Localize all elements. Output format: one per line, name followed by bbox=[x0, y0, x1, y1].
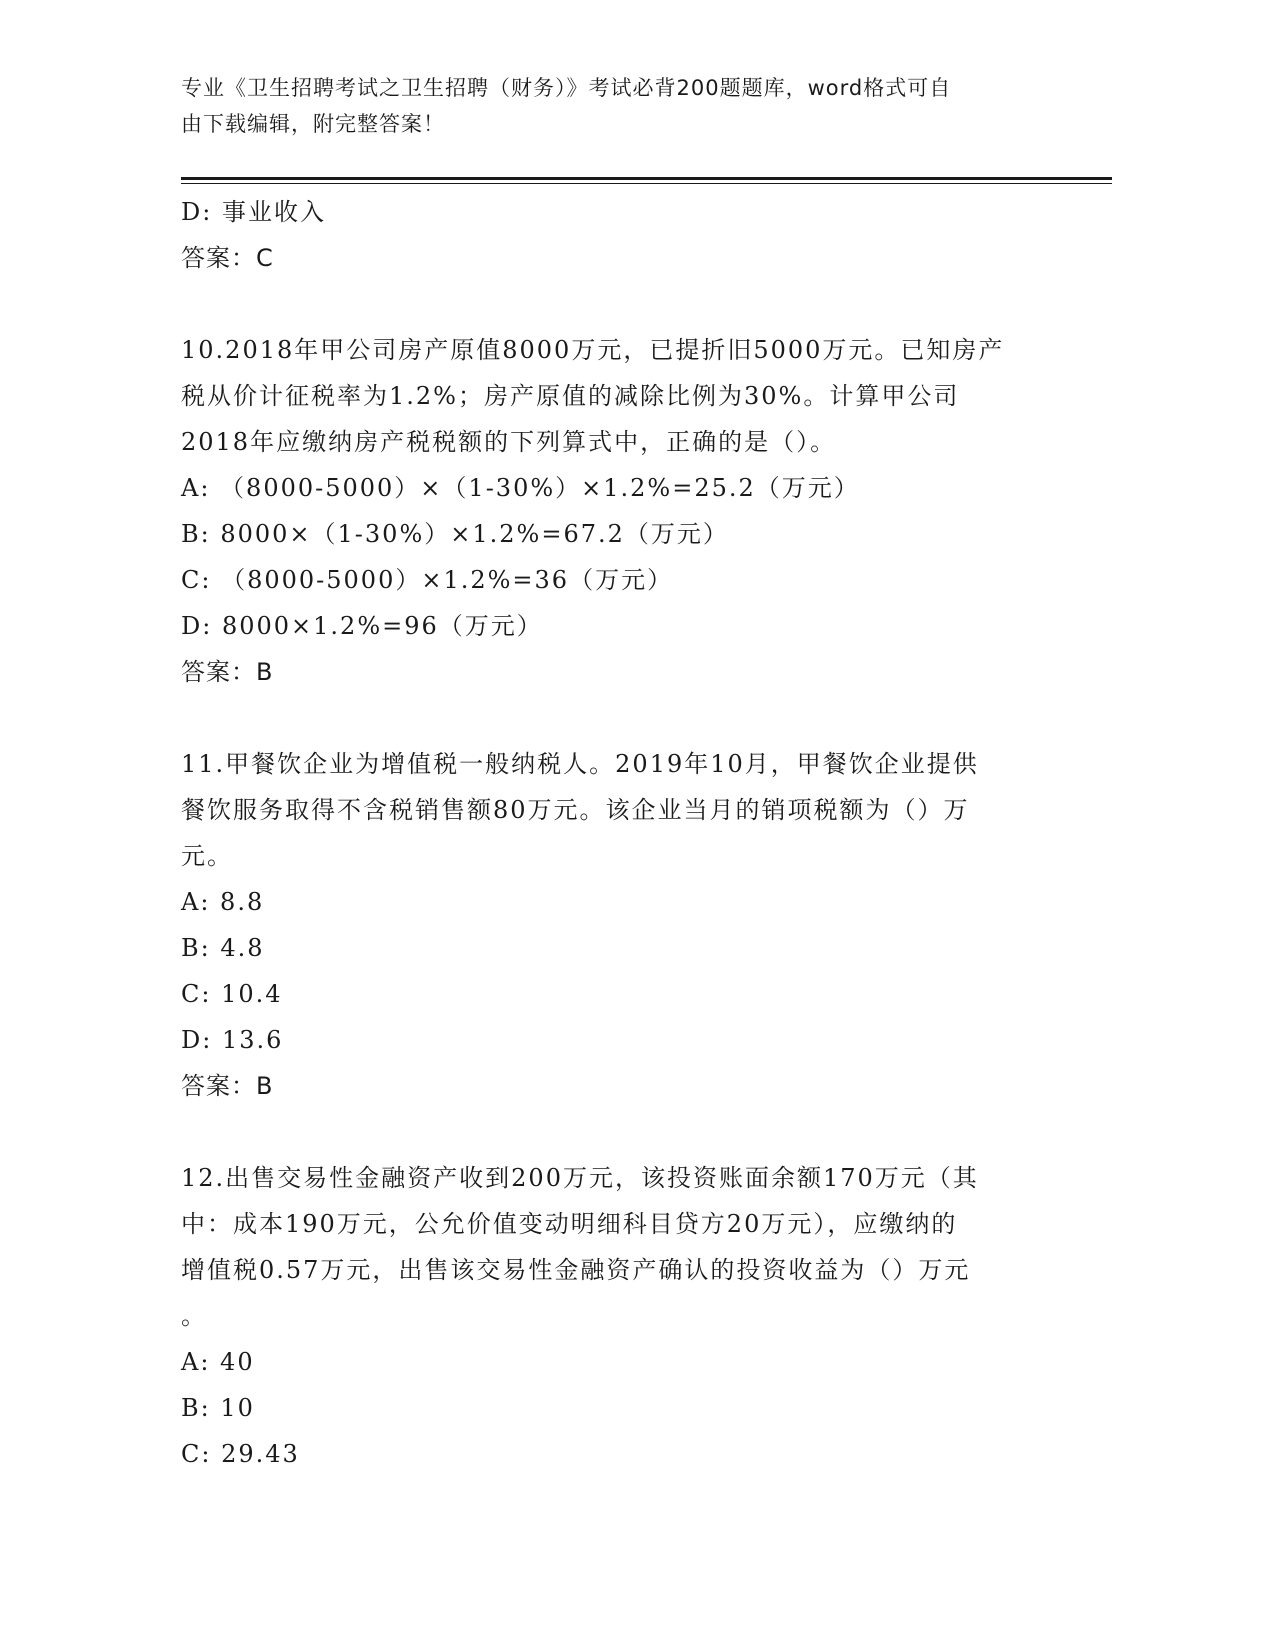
question-10 bbox=[181, 327, 1081, 695]
answer-line: 答案：B bbox=[181, 1072, 274, 1100]
option-d: D: 事业收入 bbox=[181, 198, 326, 226]
option-b: B: 10 bbox=[181, 1394, 255, 1422]
question-stem-line: 2018年应缴纳房产税税额的下列算式中，正确的是（）。 bbox=[181, 428, 837, 456]
option-a: A: 8.8 bbox=[181, 888, 265, 916]
question-stem-line: 10.2018年甲公司房产原值8000万元，已提折旧5000万元。已知房产 bbox=[181, 336, 1005, 364]
option-c: C: 29.43 bbox=[181, 1440, 300, 1468]
document-header bbox=[181, 70, 1041, 142]
question-stem-line: 元。 bbox=[181, 842, 233, 870]
header-line-2: 由下载编辑，附完整答案！ bbox=[181, 112, 445, 136]
option-a: A: （8000-5000）×（1-30%）×1.2%=25.2（万元） bbox=[181, 474, 860, 502]
spacer bbox=[181, 1109, 1081, 1155]
question-stem-line: 中：成本190万元，公允价值变动明细科目贷方20万元），应缴纳的 bbox=[181, 1210, 958, 1238]
previous-question-tail bbox=[181, 189, 1081, 281]
option-d: D: 13.6 bbox=[181, 1026, 284, 1054]
option-d: D: 8000×1.2%=96（万元） bbox=[181, 612, 543, 640]
question-stem-line: 。 bbox=[181, 1302, 207, 1330]
question-stem-line: 12.出售交易性金融资产收到200万元，该投资账面余额170万元（其 bbox=[181, 1164, 979, 1192]
spacer bbox=[181, 695, 1081, 741]
option-a: A: 40 bbox=[181, 1348, 255, 1376]
question-stem-line: 增值税0.57万元，出售该交易性金融资产确认的投资收益为（）万元 bbox=[181, 1256, 971, 1284]
option-b: B: 8000×（1-30%）×1.2%=67.2（万元） bbox=[181, 520, 729, 548]
question-11 bbox=[181, 741, 1081, 1109]
option-b: B: 4.8 bbox=[181, 934, 265, 962]
spacer bbox=[181, 281, 1081, 327]
header-divider-thick bbox=[181, 177, 1112, 180]
question-stem-line: 税从价计征税率为1.2%；房产原值的减除比例为30%。计算甲公司 bbox=[181, 382, 960, 410]
answer-line: 答案：C bbox=[181, 244, 274, 272]
option-c: C: （8000-5000）×1.2%=36（万元） bbox=[181, 566, 674, 594]
question-stem-line: 餐饮服务取得不含税销售额80万元。该企业当月的销项税额为（）万 bbox=[181, 796, 970, 824]
question-12 bbox=[181, 1155, 1081, 1477]
header-divider-thin bbox=[181, 183, 1112, 184]
option-c: C: 10.4 bbox=[181, 980, 283, 1008]
question-stem-line: 11.甲餐饮企业为增值税一般纳税人。2019年10月，甲餐饮企业提供 bbox=[181, 750, 979, 778]
answer-line: 答案：B bbox=[181, 658, 274, 686]
question-content bbox=[181, 189, 1081, 1477]
header-line-1: 专业《卫生招聘考试之卫生招聘（财务）》考试必背200题题库，word格式可自 bbox=[181, 76, 952, 100]
